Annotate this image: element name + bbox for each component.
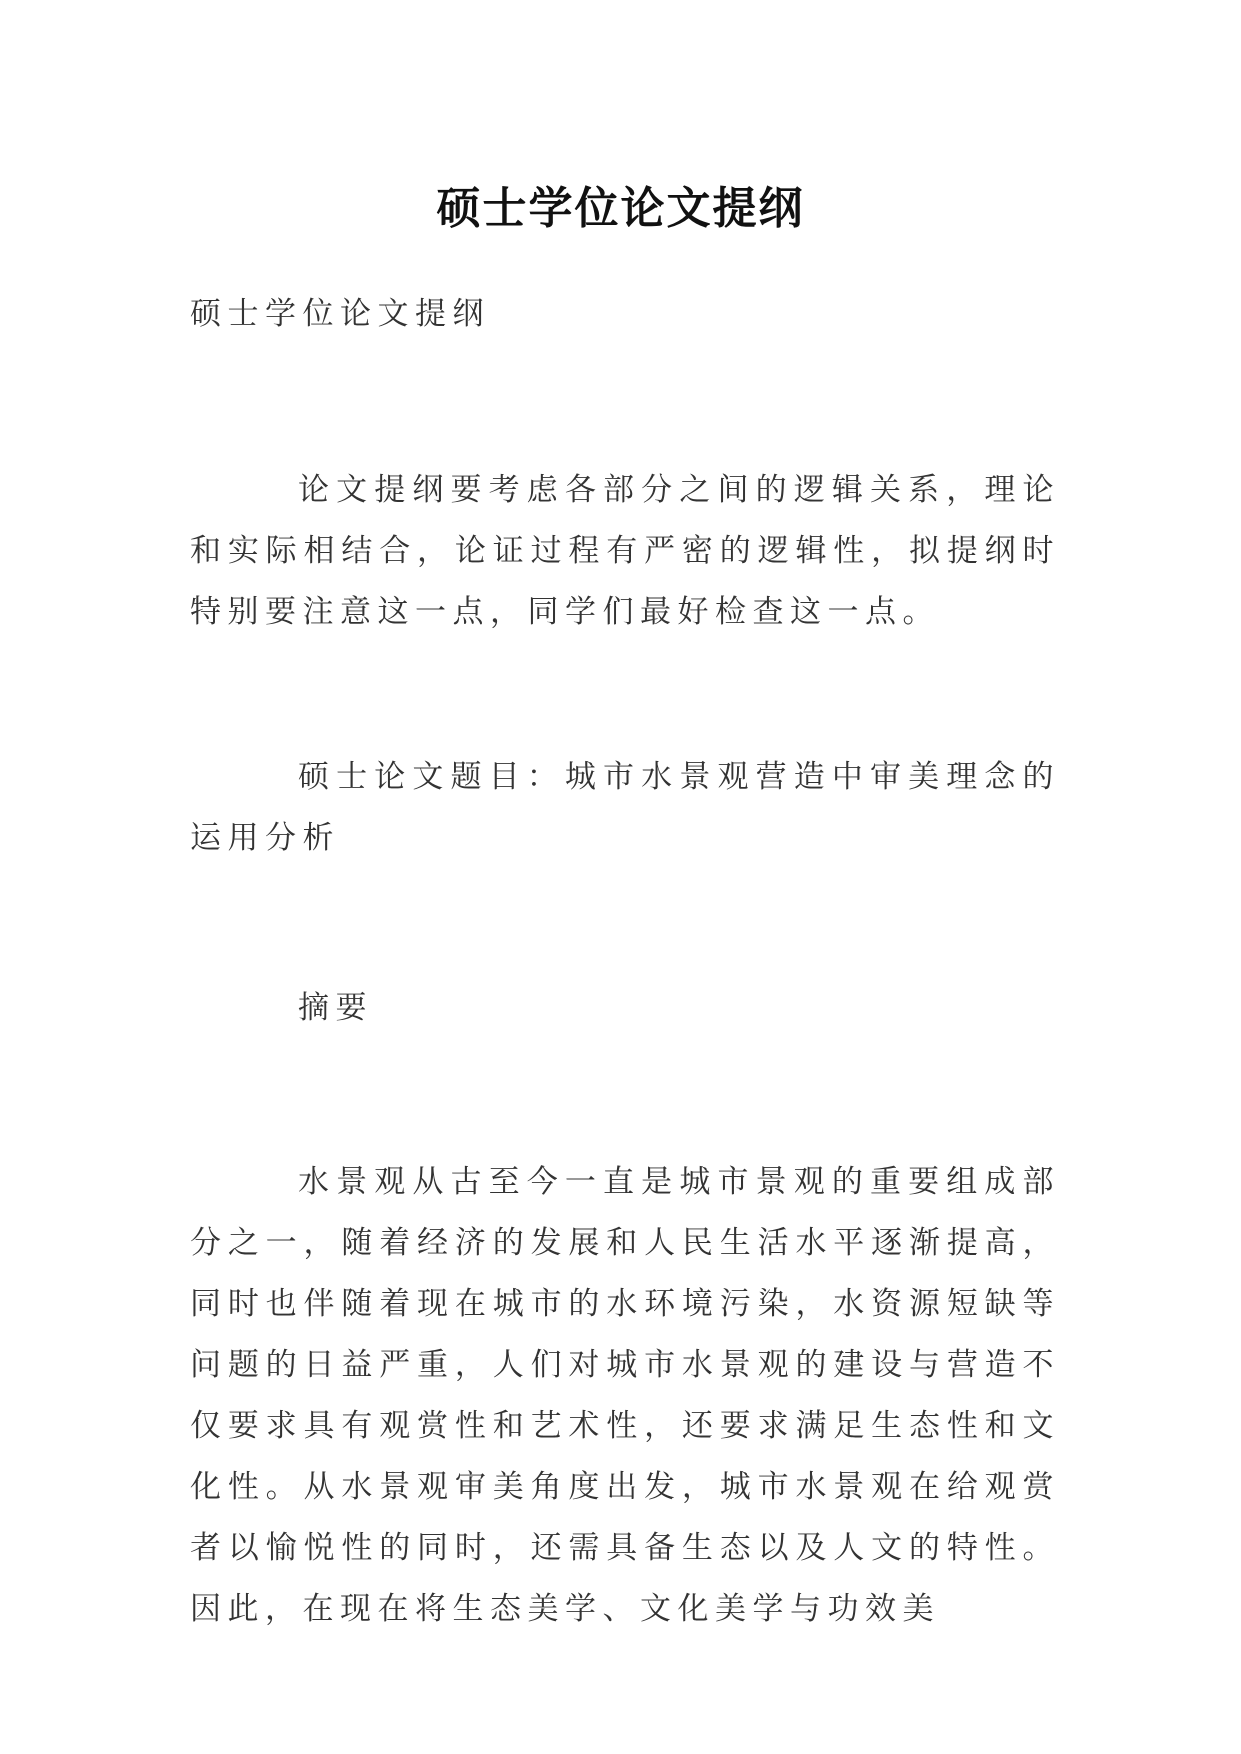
abstract-body-paragraph: 水景观从古至今一直是城市景观的重要组成部分之一，随着经济的发展和人民生活水平逐渐提高，同时也伴随着现在城市的水环境污染，水资源短缺等问题的日益严重，人们对城市水景观的建设与营造不仅要求具有观赏性和艺术性，还要求满足生态性和文化性。从水景观审美角度出发，城市水景观在给观赏者以愉悦性的同时，还需具备生态以及人文的特性。因此，在现在将生态美学、文化美学与功效美 xyxy=(190,1164,1060,1627)
abstract-heading: 摘要 xyxy=(298,990,373,1026)
document-subtitle: 硕士学位论文提纲 xyxy=(190,296,490,332)
document-title: 硕士学位论文提纲 xyxy=(436,183,805,235)
thesis-topic-paragraph: 硕士论文题目：城市水景观营造中审美理念的运用分析 xyxy=(190,759,1060,856)
outline-note-paragraph: 论文提纲要考虑各部分之间的逻辑关系，理论和实际相结合，论证过程有严密的逻辑性，拟提纲时特别要注意这一点，同学们最好检查这一点。 xyxy=(190,472,1060,630)
